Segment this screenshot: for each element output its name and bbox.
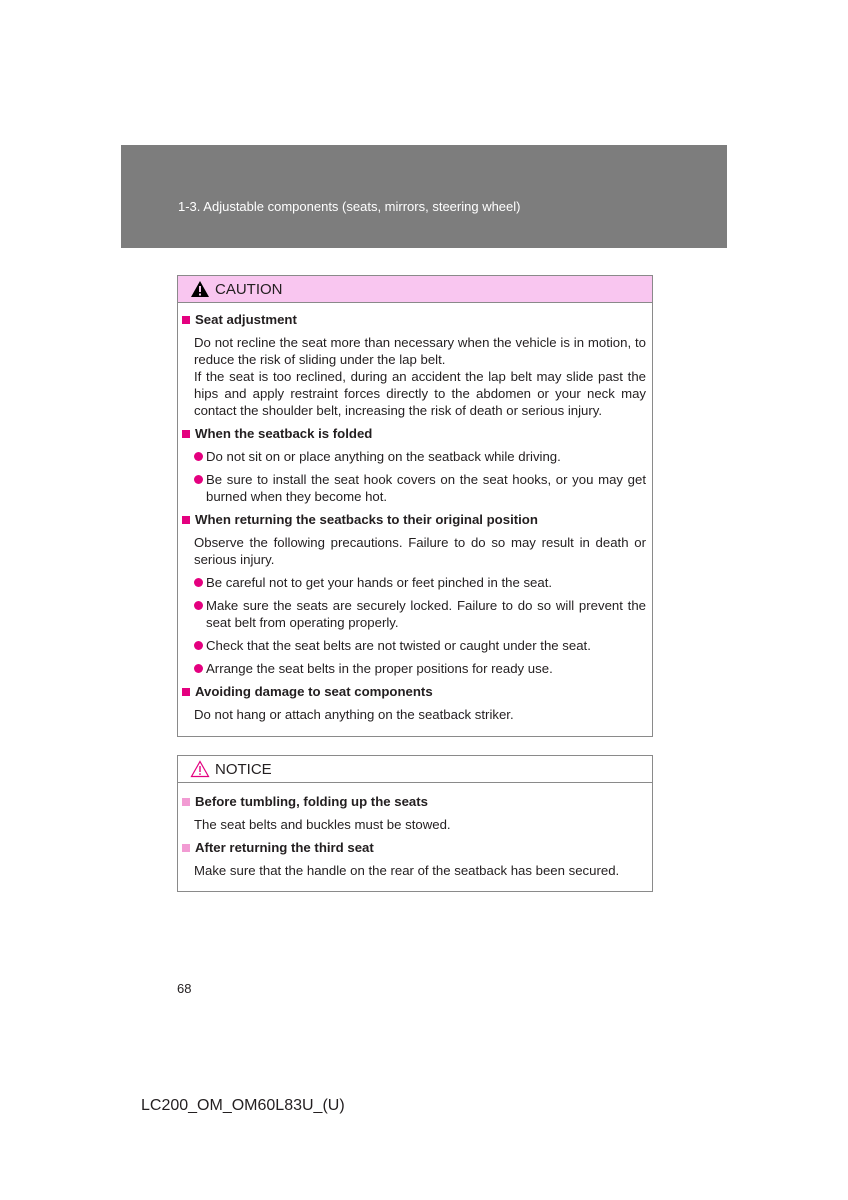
square-bullet-icon <box>182 844 190 852</box>
round-bullet-icon <box>194 664 203 673</box>
list-item: Arrange the seat belts in the proper positions for ready use. <box>194 660 646 677</box>
list-item: Be sure to install the seat hook covers on the seat hooks, or you may get burned when they become hot. <box>194 471 646 505</box>
subheading-avoiding-damage: Avoiding damage to seat components <box>182 683 646 700</box>
paragraph: Do not hang or attach anything on the seatback striker. <box>194 707 514 722</box>
list-item: Make sure the seats are securely locked. Failure to do so will prevent the seat belt from operating properly. <box>194 597 646 631</box>
notice-icon <box>190 760 210 778</box>
notice-title: NOTICE <box>215 761 272 778</box>
round-bullet-icon <box>194 601 203 610</box>
caution-title: CAUTION <box>215 281 283 298</box>
paragraph: Observe the following precautions. Failure to do so may result in death or serious injury. <box>194 535 646 567</box>
list-item: Be careful not to get your hands or feet pinched in the seat. <box>194 574 646 591</box>
square-bullet-icon <box>182 688 190 696</box>
warning-icon <box>190 280 210 298</box>
list-item: Do not sit on or place anything on the seatback while driving. <box>194 448 646 465</box>
round-bullet-icon <box>194 475 203 484</box>
section-title: 1-3. Adjustable components (seats, mirrors, steering wheel) <box>178 199 521 214</box>
caution-body <box>178 303 652 723</box>
caution-box <box>177 275 653 737</box>
caution-header <box>178 276 652 303</box>
subheading-seat-adjustment: Seat adjustment <box>182 311 646 328</box>
subheading-returning-seatbacks: When returning the seatbacks to their original position <box>182 511 646 528</box>
round-bullet-icon <box>194 641 203 650</box>
header-band <box>121 145 727 248</box>
notice-header <box>178 756 652 783</box>
document-code: LC200_OM_OM60L83U_(U) <box>141 1097 345 1114</box>
round-bullet-icon <box>194 452 203 461</box>
page-number: 68 <box>177 981 192 996</box>
paragraph: Do not recline the seat more than necessary when the vehicle is in motion, to reduce the risk of sliding under the lap belt. <box>194 335 646 367</box>
subheading-tumbling: Before tumbling, folding up the seats <box>182 793 646 810</box>
paragraph: If the seat is too reclined, during an accident the lap belt may slide past the hips and apply restraint forces directly to the abdomen or your neck may contact the shoulder belt, increasing the risk of death or serious injury. <box>194 369 646 418</box>
square-bullet-icon <box>182 516 190 524</box>
square-bullet-icon <box>182 316 190 324</box>
subheading-third-seat: After returning the third seat <box>182 839 646 856</box>
subheading-seatback-folded: When the seatback is folded <box>182 425 646 442</box>
list-item: Check that the seat belts are not twisted or caught under the seat. <box>194 637 646 654</box>
square-bullet-icon <box>182 798 190 806</box>
square-bullet-icon <box>182 430 190 438</box>
notice-body <box>178 783 652 879</box>
round-bullet-icon <box>194 578 203 587</box>
paragraph: The seat belts and buckles must be stowed. <box>194 817 451 832</box>
notice-box <box>177 755 653 892</box>
paragraph: Make sure that the handle on the rear of the seatback has been secured. <box>194 863 620 878</box>
